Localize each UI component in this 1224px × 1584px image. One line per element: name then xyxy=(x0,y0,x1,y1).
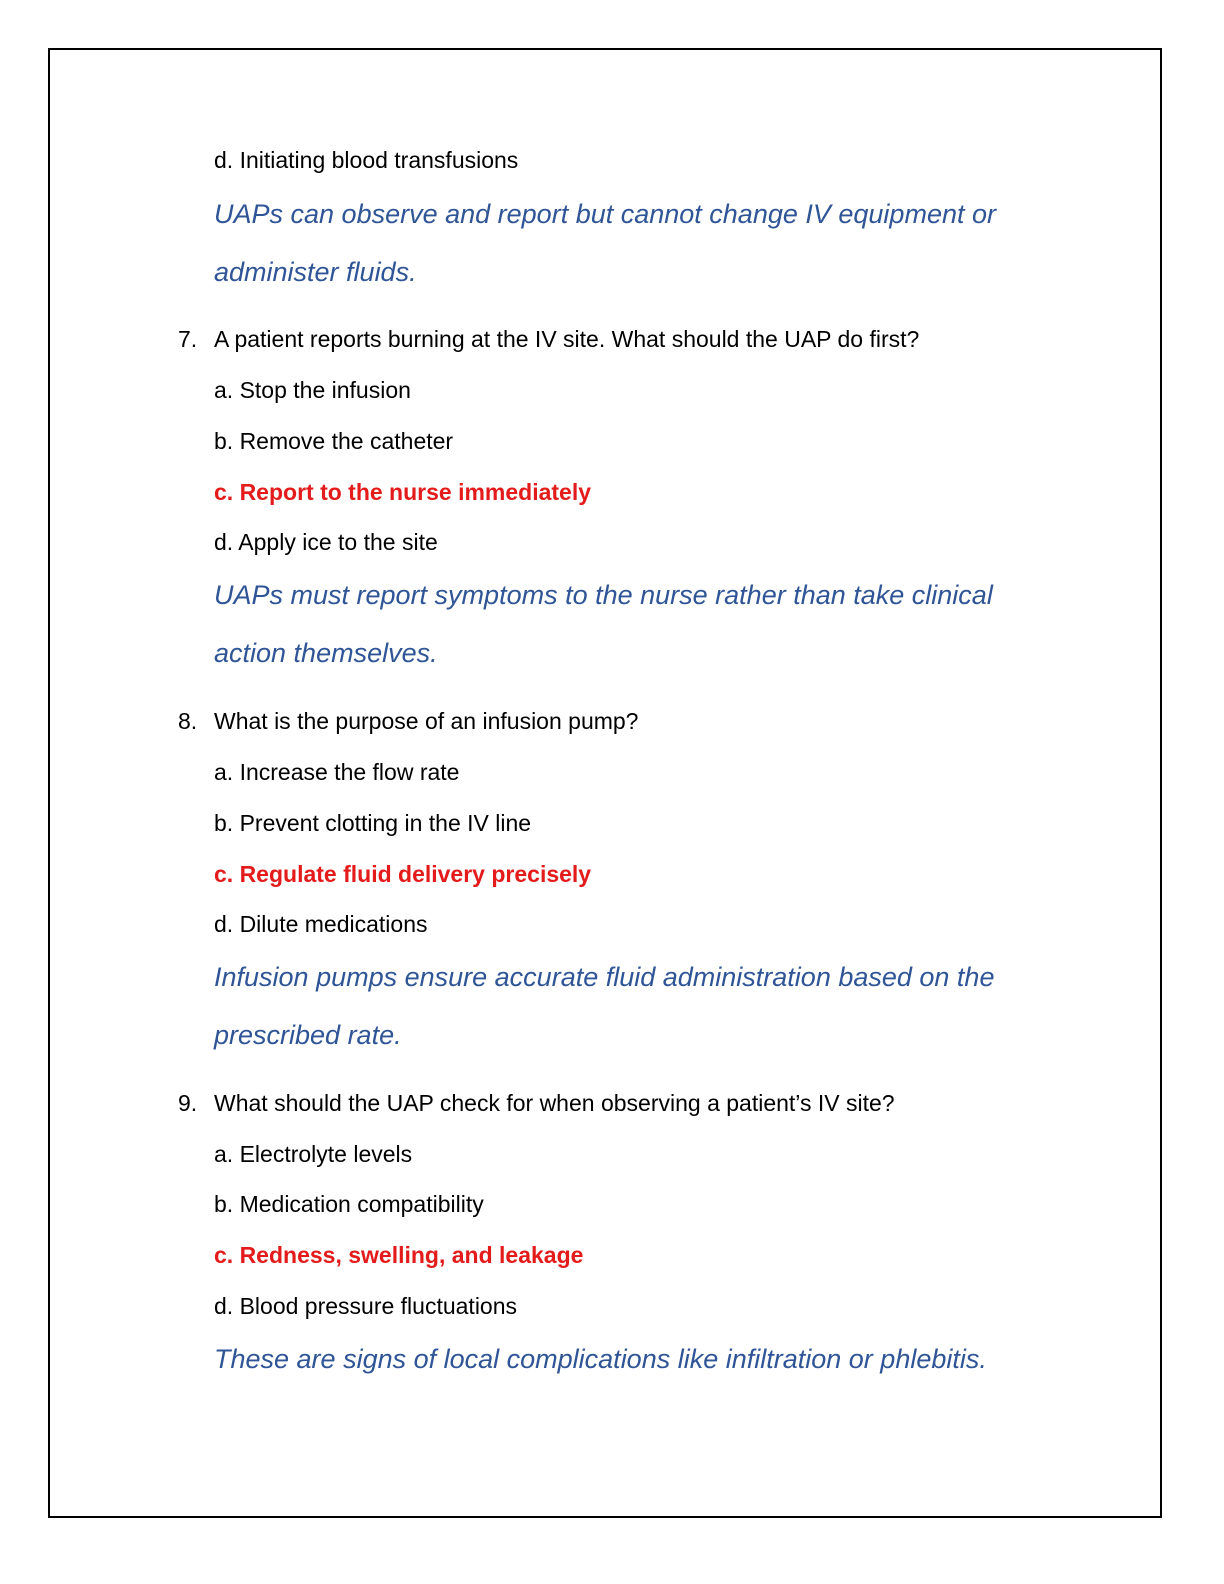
explanation-prev-line-2: administer fluids. xyxy=(214,257,417,287)
explanation-prev-line-1: UAPs can observe and report but cannot change IV equipment or xyxy=(214,199,996,229)
question-9-number: 9. xyxy=(178,1090,198,1116)
question-9-option-d: d. Blood pressure fluctuations xyxy=(214,1293,518,1319)
question-7-number: 7. xyxy=(178,326,198,352)
question-8-option-d: d. Dilute medications xyxy=(214,911,428,937)
question-8-explanation-line-1: Infusion pumps ensure accurate fluid administration based on the xyxy=(214,962,995,992)
question-7-option-a: a. Stop the infusion xyxy=(214,377,411,403)
option-d-prev: d. Initiating blood transfusions xyxy=(214,147,519,173)
question-7-text: A patient reports burning at the IV site. What should the UAP do first? xyxy=(214,326,920,352)
question-7-option-d: d. Apply ice to the site xyxy=(214,529,438,555)
question-7-explanation-line-2: action themselves. xyxy=(214,638,438,668)
question-8-number: 8. xyxy=(178,708,198,734)
question-9-text: What should the UAP check for when observing a patient’s IV site? xyxy=(214,1090,895,1116)
question-9-option-b: b. Medication compatibility xyxy=(214,1191,484,1217)
question-8-option-b: b. Prevent clotting in the IV line xyxy=(214,810,532,836)
question-7-explanation-line-1: UAPs must report symptoms to the nurse rather than take clinical xyxy=(214,580,993,610)
question-8-option-c-correct: c. Regulate fluid delivery precisely xyxy=(214,861,592,887)
question-8-text: What is the purpose of an infusion pump? xyxy=(214,708,639,734)
question-8-explanation-line-2: prescribed rate. xyxy=(214,1020,402,1050)
question-9-option-a: a. Electrolyte levels xyxy=(214,1141,413,1167)
question-9-option-c-correct: c. Redness, swelling, and leakage xyxy=(214,1242,584,1268)
question-9-explanation-line-1: These are signs of local complications like infiltration or phlebitis. xyxy=(214,1344,987,1374)
question-7-option-b: b. Remove the catheter xyxy=(214,428,454,454)
question-8-option-a: a. Increase the flow rate xyxy=(214,759,460,785)
question-7-option-c-correct: c. Report to the nurse immediately xyxy=(214,479,592,505)
